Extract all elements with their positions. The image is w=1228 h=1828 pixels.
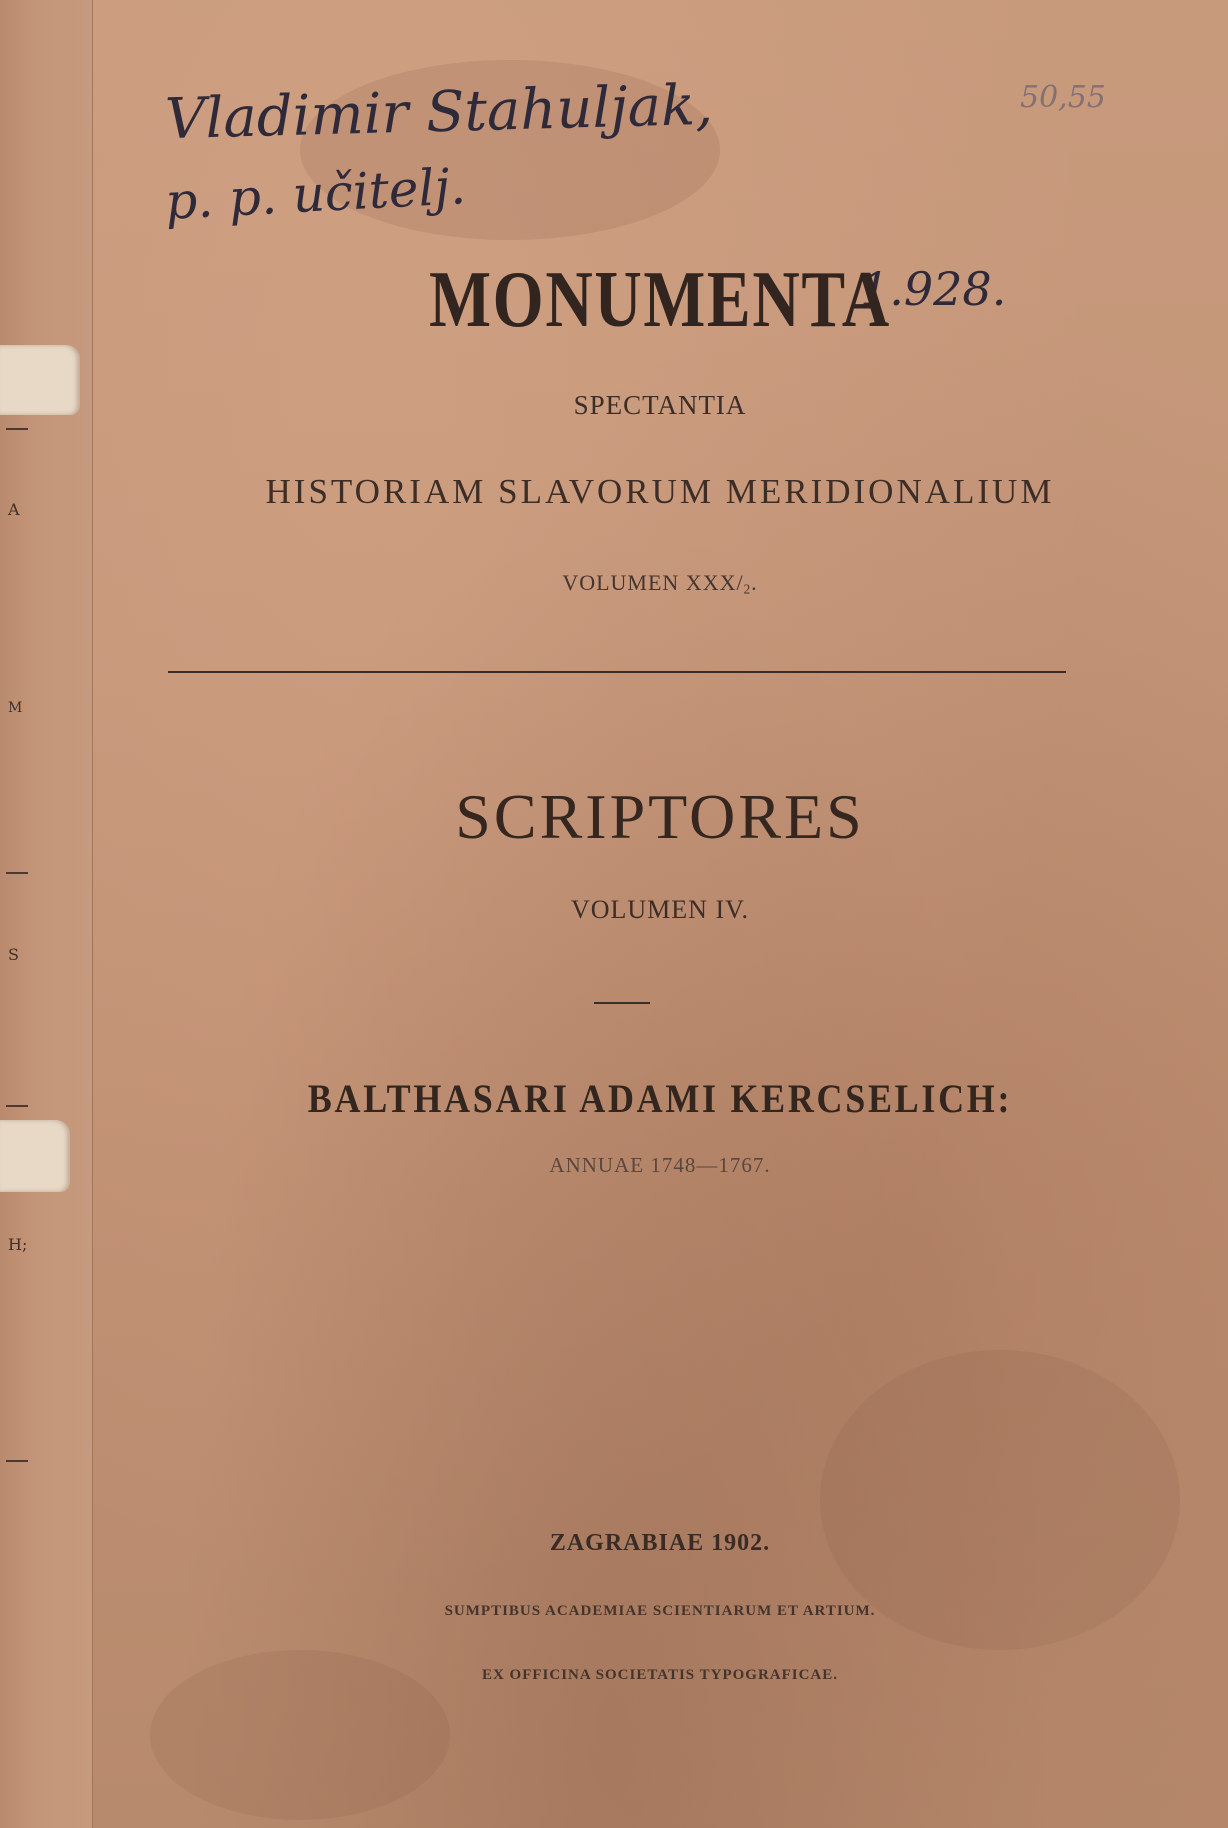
owner-title: p. p. učitelj. xyxy=(163,157,468,231)
spine-letter: S xyxy=(8,945,19,964)
spine-letter: A xyxy=(8,500,20,519)
main-title: MONUMENTA xyxy=(429,256,891,344)
spine-letter: M xyxy=(8,700,23,716)
owner-signature: Vladimir Stahuljak, xyxy=(164,72,714,153)
section-title: SCRIPTORES xyxy=(455,781,865,852)
year-annotation: 1.928. xyxy=(860,262,1007,316)
short-divider xyxy=(594,1002,650,1004)
worn-spine xyxy=(0,0,93,1828)
spine-letter: H; xyxy=(8,1235,28,1254)
imprint-sumptibus: SUMPTIBUS ACADEMIAE SCIENTIARUM ET ARTIUM. xyxy=(444,1603,876,1619)
spine-mark xyxy=(6,1105,28,1107)
author-line: BALTHASARI ADAMI KERCSELICH: xyxy=(307,1076,1013,1121)
section-volume: VOLUMEN IV. xyxy=(570,895,750,924)
imprint-place-year: ZAGRABIAE 1902. xyxy=(549,1530,771,1556)
divider-rule xyxy=(168,671,1066,673)
series-volume-prefix: VOLUMEN XXX/ xyxy=(562,570,744,595)
spine-tear xyxy=(0,1120,70,1192)
spine-mark xyxy=(6,1460,28,1462)
series-volume-suffix: . xyxy=(751,570,758,595)
imprint-officina: EX OFFICINA SOCIETATIS TYPOGRAFICAE. xyxy=(481,1667,839,1683)
subtitle-line: HISTORIAM SLAVORUM MERIDIONALIUM xyxy=(265,472,1055,511)
annuae-line: ANNUAE 1748—1767. xyxy=(549,1153,771,1177)
series-volume xyxy=(92,570,1228,597)
spine-mark xyxy=(6,428,28,430)
spectantia-line: SPECTANTIA xyxy=(573,390,747,420)
spine-mark xyxy=(6,872,28,874)
series-volume-sub: 2 xyxy=(743,581,752,597)
price-mark: 50,55 xyxy=(1020,80,1106,115)
spine-tear xyxy=(0,345,80,415)
